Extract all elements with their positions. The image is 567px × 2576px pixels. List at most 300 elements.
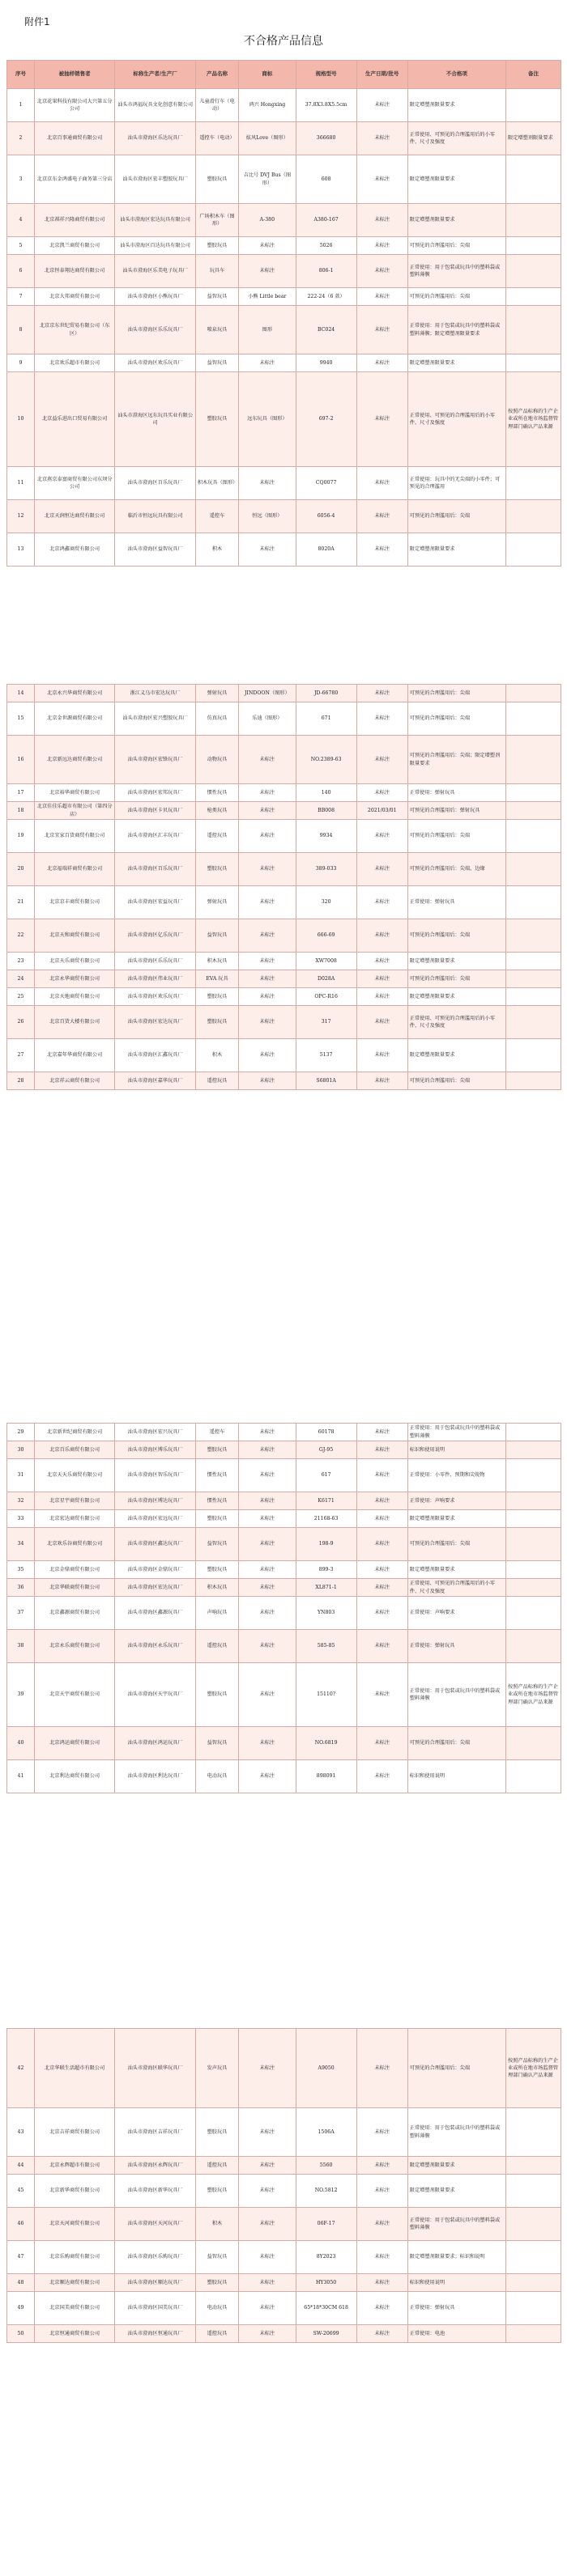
table-cell: 未标注: [356, 533, 407, 567]
table-cell: 未标注: [356, 1663, 407, 1727]
table-cell: GJ-95: [296, 1441, 356, 1459]
table-cell: 标识和使用说明: [407, 1441, 505, 1459]
table-cell: 汕头市澄海区乐美电子玩具厂: [115, 255, 195, 288]
table-cell: 未标注: [239, 970, 296, 988]
table-cell: [506, 1727, 561, 1760]
table-cell: 未标注: [239, 2292, 296, 2325]
table-cell: 益智玩具: [195, 354, 238, 372]
table-cell: 4: [7, 204, 35, 237]
table-cell: 北京永华商贸有限公司: [34, 970, 114, 988]
table-cell: 未标注: [239, 736, 296, 784]
table-cell: 16: [7, 736, 35, 784]
table-cell: 11: [7, 467, 35, 500]
table-cell: 汕头市澄海区益智玩具厂: [115, 533, 195, 567]
table-cell: 未标注: [239, 1630, 296, 1663]
table-cell: 限定增塑剂限量要求: [407, 2175, 505, 2208]
table-cell: 20: [7, 853, 35, 886]
table-row: [7, 2157, 561, 2175]
table-cell: 北京宜家百货商贸有限公司: [34, 820, 114, 853]
table-cell: 未标注: [239, 1424, 296, 1441]
table-cell: 北京天乐商贸有限公司: [34, 953, 114, 970]
table-cell: 27: [7, 1039, 35, 1072]
table-cell: 塑胶玩具: [195, 1663, 238, 1727]
table-cell: [506, 802, 561, 820]
table-cell: BC024: [296, 306, 356, 354]
table-cell: 限定增塑剂限量要求: [407, 1561, 505, 1579]
table-cell: 43: [7, 2108, 35, 2157]
table-row: [7, 155, 561, 204]
product-table-segment: [6, 60, 561, 567]
table-cell: 15110?: [296, 1663, 356, 1727]
table-cell: [506, 2292, 561, 2325]
table-cell: 未标注: [356, 853, 407, 886]
table-cell: 北京大邦商贸有限公司: [34, 288, 114, 306]
table-cell: 65*18*30CM 618: [296, 2292, 356, 2325]
table-cell: NO.2389-63: [296, 736, 356, 784]
table-cell: 32: [7, 1492, 35, 1510]
table-cell: NO.6819: [296, 1727, 356, 1760]
table-cell: 炫风Love（图形）: [239, 122, 296, 155]
table-row: [7, 1760, 561, 1793]
table-cell: 17: [7, 784, 35, 802]
table-cell: [506, 1630, 561, 1663]
table-cell: 可预见的合理滥用后：尖端: [407, 2029, 505, 2108]
table-cell: 汕头市澄海区金鼎玩具厂: [115, 1561, 195, 1579]
table-cell: 未标注: [239, 784, 296, 802]
table-cell: 未标注: [356, 1039, 407, 1072]
table-cell: 广场积木车（图形）: [195, 204, 238, 237]
table-cell: 积木: [195, 533, 238, 567]
table-cell: 可预见的合理滥用后：尖端: [407, 970, 505, 988]
table-header-row: [7, 61, 561, 89]
table-row: [7, 1459, 561, 1492]
table-cell: 限定增塑剂限量要求: [407, 988, 505, 1006]
table-row: [7, 1561, 561, 1579]
table-cell: 浙江义乌市宏达玩具厂: [115, 685, 195, 702]
table-cell: 36: [7, 1579, 35, 1597]
table-cell: 塑胶玩具: [195, 155, 238, 204]
table-cell: 遥控玩具: [195, 2325, 238, 2343]
table-cell: 北京乐购商贸有限公司: [34, 2241, 114, 2274]
table-cell: 898091: [296, 1760, 356, 1793]
table-cell: 益智玩具: [195, 1528, 238, 1561]
table-cell: XL871-1: [296, 1579, 356, 1597]
table-cell: 未标注: [356, 255, 407, 288]
table-cell: 06F-17: [296, 2208, 356, 2241]
table-cell: 未标注: [239, 1459, 296, 1492]
table-cell: 汕头市澄海区博达玩具厂: [115, 1492, 195, 1510]
table-cell: 正常使用、可预见的合理滥用后的小零件、尺寸及强度: [407, 372, 505, 467]
table-cell: 汕头市澄海区宏兴塑胶玩具厂: [115, 702, 195, 736]
table-cell: 46: [7, 2208, 35, 2241]
table-cell: 可预见的合理滥用后：尖端: [407, 500, 505, 533]
table-cell: 汕头市澄海区恒通玩具厂: [115, 2325, 195, 2343]
table-cell: 未标注: [356, 1424, 407, 1441]
table-cell: 限定增塑剂限量要求: [506, 122, 561, 155]
table-cell: [506, 1039, 561, 1072]
table-cell: 未标注: [356, 1510, 407, 1528]
table-row: [7, 853, 561, 886]
table-cell: S6801A: [296, 1072, 356, 1090]
table-cell: 未标注: [356, 1561, 407, 1579]
table-cell: 39: [7, 1663, 35, 1727]
table-cell: 塑胶玩具: [195, 1441, 238, 1459]
table-row: [7, 802, 561, 820]
table-cell: [506, 2325, 561, 2343]
table-cell: 汕头市澄海区天宇玩具厂: [115, 1663, 195, 1727]
table-cell: 未标注: [356, 702, 407, 736]
table-cell: 10: [7, 372, 35, 467]
table-cell: 未标注: [356, 2325, 407, 2343]
column-header: 标称生产者/生产厂: [115, 61, 195, 89]
table-cell: CQ0077: [296, 467, 356, 500]
table-cell: 正常使用、可预见的合理滥用后的小零件、尺寸及强度: [407, 122, 505, 155]
table-cell: 35: [7, 1561, 35, 1579]
table-cell: 积木玩具: [195, 1579, 238, 1597]
table-row: [7, 970, 561, 988]
table-cell: [506, 533, 561, 567]
table-cell: 899-3: [296, 1561, 356, 1579]
table-cell: [506, 306, 561, 354]
table-cell: XW7008: [296, 953, 356, 970]
table-cell: 汕头市鸿福玩具文化创意有限公司: [115, 89, 195, 122]
table-cell: 未标注: [356, 1072, 407, 1090]
table-cell: 小熊 Little bear: [239, 288, 296, 306]
table-cell: 北京裕华商贸有限公司: [34, 784, 114, 802]
table-cell: 喷泉玩具: [195, 306, 238, 354]
table-cell: 可预见的合理滥用后：尖端: [407, 685, 505, 702]
table-cell: 标识和使用说明: [407, 1760, 505, 1793]
table-cell: 可预见的合理滥用后：尖端: [407, 1072, 505, 1090]
table-cell: [506, 970, 561, 988]
table-cell: 汕头市澄海区宏丰塑胶玩具厂: [115, 155, 195, 204]
table-row: [7, 2292, 561, 2325]
table-cell: 北京新华商贸有限公司: [34, 2175, 114, 2208]
column-header: 商标: [239, 61, 296, 89]
table-cell: [506, 2208, 561, 2241]
table-cell: 塑胶玩具: [195, 1006, 238, 1039]
table-cell: 汕头市澄海区天河玩具厂: [115, 2208, 195, 2241]
table-row: [7, 467, 561, 500]
table-cell: 未标注: [239, 802, 296, 820]
table-cell: [506, 204, 561, 237]
table-row: [7, 1492, 561, 1510]
table-cell: [506, 89, 561, 122]
table-cell: 未标注: [239, 953, 296, 970]
table-cell: 未标注: [239, 853, 296, 886]
table-cell: 未标注: [239, 2208, 296, 2241]
table-cell: 未标注: [239, 919, 296, 953]
table-cell: 正常使用：弹射玩具: [407, 2292, 505, 2325]
table-cell: 北京新远达商贸有限公司: [34, 736, 114, 784]
table-cell: 未标注: [356, 1006, 407, 1039]
column-header: 规格型号: [296, 61, 356, 89]
table-cell: 未标注: [356, 1441, 407, 1459]
table-cell: [506, 1492, 561, 1510]
table-cell: 671: [296, 702, 356, 736]
table-cell: 积木: [195, 2208, 238, 2241]
table-cell: 汕头市澄海区永辉玩具厂: [115, 2157, 195, 2175]
table-cell: 未标注: [239, 2241, 296, 2274]
product-table-segment: [6, 2028, 561, 2343]
table-cell: 40: [7, 1727, 35, 1760]
table-cell: [506, 820, 561, 853]
table-cell: 18: [7, 802, 35, 820]
table-cell: 可预见的合理滥用后：尖端、边缘: [407, 853, 505, 886]
table-cell: 未标注: [239, 1492, 296, 1510]
table-cell: 发声玩具: [195, 2029, 238, 2108]
table-cell: 未标注: [356, 2029, 407, 2108]
table-cell: 塑胶玩具: [195, 237, 238, 255]
table-cell: [506, 919, 561, 953]
table-cell: 遥控玩具: [195, 2157, 238, 2175]
table-cell: 积木玩具（图形）: [195, 467, 238, 500]
table-cell: 益智玩具: [195, 288, 238, 306]
table-cell: 未标注: [239, 1561, 296, 1579]
table-cell: OPC-R16: [296, 988, 356, 1006]
table-cell: 60178: [296, 1424, 356, 1441]
table-cell: 24: [7, 970, 35, 988]
table-cell: [506, 2274, 561, 2292]
table-cell: 未标注: [239, 886, 296, 919]
table-cell: 汕头市澄海区汇鑫玩具厂: [115, 1039, 195, 1072]
table-cell: 未标注: [356, 354, 407, 372]
table-cell: 塑胶玩具: [195, 2274, 238, 2292]
table-cell: 未标注: [239, 988, 296, 1006]
table-cell: 汕头市澄海区顺达玩具厂: [115, 2274, 195, 2292]
table-cell: 北京华联生活超市有限公司: [34, 2029, 114, 2108]
table-cell: 222-24（6 款）: [296, 288, 356, 306]
table-row: [7, 372, 561, 467]
table-cell: 恒远（图形）: [239, 500, 296, 533]
table-cell: 未标注: [239, 2325, 296, 2343]
table-cell: 限定增塑剂限量要求: [407, 1039, 505, 1072]
table-cell: 正常使用：弹射玩具: [407, 886, 505, 919]
table-cell: 北京永兴华商贸有限公司: [34, 685, 114, 702]
table-cell: 汕头市澄海区汇丰玩具厂: [115, 820, 195, 853]
table-cell: 389-033: [296, 853, 356, 886]
table-cell: 可预见的合理滥用后：尖端: [407, 1528, 505, 1561]
table-cell: 正常使用：小零件、预期和尖锐物: [407, 1459, 505, 1492]
column-header: 产品名称: [195, 61, 238, 89]
table-cell: 电动玩具: [195, 1760, 238, 1793]
table-cell: 未标注: [356, 988, 407, 1006]
table-cell: 49: [7, 2292, 35, 2325]
table-cell: 北京鸿运商贸有限公司: [34, 1727, 114, 1760]
table-cell: 未标注: [356, 2175, 407, 2208]
table-cell: 34: [7, 1528, 35, 1561]
table-row: [7, 784, 561, 802]
table-cell: 北京金世源商贸有限公司: [34, 702, 114, 736]
table-cell: 汕头市澄海区联华玩具厂: [115, 2029, 195, 2108]
table-cell: 15: [7, 702, 35, 736]
table-cell: 正常使用、可预见的合理滥用后的小零件、尺寸及强度: [407, 1579, 505, 1597]
table-cell: 北京京东世纪贸易有限公司（东区）: [34, 306, 114, 354]
table-cell: [506, 685, 561, 702]
table-cell: 远东玩具（图形）: [239, 372, 296, 467]
table-cell: 2: [7, 122, 35, 155]
table-cell: 9: [7, 354, 35, 372]
table-cell: 可预见的合理滥用后：尖端: [407, 288, 505, 306]
table-cell: 正常使用：玩具中的无尖端的小零件；可预见的合理滥用: [407, 467, 505, 500]
table-cell: 25: [7, 988, 35, 1006]
table-cell: 未标注: [239, 533, 296, 567]
table-cell: 汕头市澄海区博乐玩具厂: [115, 1441, 195, 1459]
table-cell: 北京永辉超市有限公司: [34, 2157, 114, 2175]
table-cell: 可预见的合理滥用后：尖端: [407, 919, 505, 953]
table-cell: 北京星宇商贸有限公司: [34, 1492, 114, 1510]
table-cell: 正常使用：声响要求: [407, 1492, 505, 1510]
table-cell: 8: [7, 306, 35, 354]
table-cell: 北京天润恒达商贸有限公司: [34, 500, 114, 533]
table-cell: [506, 255, 561, 288]
table-cell: 塑胶玩具: [195, 2175, 238, 2208]
table-cell: [506, 1006, 561, 1039]
table-cell: 47: [7, 2241, 35, 2274]
table-cell: A-380: [239, 204, 296, 237]
table-cell: 3: [7, 155, 35, 204]
table-cell: 北京宏达商贸有限公司: [34, 1510, 114, 1528]
table-cell: 汕头市澄海区吉祥玩具厂: [115, 2108, 195, 2157]
table-row: [7, 1072, 561, 1090]
table-cell: 1506A: [296, 2108, 356, 2157]
table-cell: 未标注: [239, 1072, 296, 1090]
table-cell: 塑胶玩具: [195, 988, 238, 1006]
table-cell: 北京益乐进出口贸易有限公司: [34, 372, 114, 467]
table-cell: 未标注: [239, 2175, 296, 2208]
table-cell: JINDOON（图形）: [239, 685, 296, 702]
table-cell: 限定增塑剂限量要求: [407, 2157, 505, 2175]
table-cell: 北京福瑞祥商贸有限公司: [34, 853, 114, 886]
table-cell: 未标注: [356, 1727, 407, 1760]
table-cell: 30: [7, 1441, 35, 1459]
table-cell: 617: [296, 1459, 356, 1492]
table-cell: 汕头市澄海区伟业玩具厂: [115, 970, 195, 988]
table-cell: [506, 1424, 561, 1441]
table-cell: 北京花果科技有限公司大兴第五分公司: [34, 89, 114, 122]
table-row: [7, 820, 561, 853]
table-cell: 汕头市澄海区亿乐玩具厂: [115, 919, 195, 953]
table-cell: 北京欢乐谷商贸有限公司: [34, 1528, 114, 1561]
table-cell: 48: [7, 2274, 35, 2292]
table-cell: 汕头市澄海区远东玩具实业有限公司: [115, 372, 195, 467]
table-cell: 可预见的合理滥用后：尖端: [407, 820, 505, 853]
table-cell: [506, 1072, 561, 1090]
table-cell: 汕头市澄海区乐达玩具厂: [115, 122, 195, 155]
table-row: [7, 988, 561, 1006]
table-cell: 38: [7, 1630, 35, 1663]
table-cell: K6171: [296, 1492, 356, 1510]
table-cell: 北京恒通商贸有限公司: [34, 2325, 114, 2343]
table-cell: 未标注: [356, 122, 407, 155]
table-cell: 限定增塑剂限量要求: [407, 155, 505, 204]
table-cell: 汕头市澄海区宏达玩具有限公司: [115, 204, 195, 237]
table-cell: 汕头市澄海区鑫源玩具厂: [115, 1597, 195, 1630]
table-row: [7, 1727, 561, 1760]
table-cell: 积木: [195, 1039, 238, 1072]
table-cell: 5026: [296, 237, 356, 255]
table-cell: 标识和使用说明: [407, 2274, 505, 2292]
table-cell: 未标注: [239, 237, 296, 255]
table-row: [7, 255, 561, 288]
table-cell: 汕头市澄海区智乐玩具厂: [115, 1459, 195, 1492]
table-cell: 限定增塑剂限量要求；标识和说明: [407, 2241, 505, 2274]
table-cell: 21: [7, 886, 35, 919]
table-row: [7, 2208, 561, 2241]
table-cell: 未标注: [356, 784, 407, 802]
table-cell: [506, 237, 561, 255]
table-cell: 12: [7, 500, 35, 533]
table-cell: 北京天宇商贸有限公司: [34, 1663, 114, 1727]
table-cell: 北京利达商贸有限公司: [34, 1760, 114, 1793]
table-row: [7, 204, 561, 237]
table-cell: 北京鸿鑫商贸有限公司: [34, 533, 114, 567]
table-cell: [506, 1528, 561, 1561]
table-cell: 声响玩具: [195, 1597, 238, 1630]
table-cell: 37.8X3.8X5.5cm: [296, 89, 356, 122]
table-cell: 惯性玩具: [195, 784, 238, 802]
table-cell: 正常使用：用于包装或玩具中的塑料袋或塑料薄膜: [407, 2108, 505, 2157]
table-cell: 汕头市澄海区百达玩具有限公司: [115, 237, 195, 255]
table-cell: 益智玩具: [195, 919, 238, 953]
table-cell: 汕头市澄海区宏益玩具厂: [115, 886, 195, 919]
table-cell: 汕头市澄海区国美玩具厂: [115, 2292, 195, 2325]
table-cell: 未标注: [356, 1528, 407, 1561]
table-cell: 按照产品标称的生产企业或所在地市场监督管理部门确认产品来源: [506, 372, 561, 467]
table-cell: 806-1: [296, 255, 356, 288]
table-cell: 未标注: [239, 2157, 296, 2175]
table-cell: 8Y2023: [296, 2241, 356, 2274]
attachment-label: 附件1: [24, 16, 50, 28]
table-row: [7, 2029, 561, 2108]
table-cell: 北京佳佳乐超市有限公司（第四分店）: [34, 802, 114, 820]
table-cell: 汕头市澄海区小熊玩具厂: [115, 288, 195, 306]
table-cell: 44: [7, 2157, 35, 2175]
table-cell: 未标注: [356, 2241, 407, 2274]
table-cell: 未标注: [239, 467, 296, 500]
table-cell: 6056-4: [296, 500, 356, 533]
table-cell: 正常使用：用于包装或玩具中的塑料袋或塑料薄膜: [407, 1424, 505, 1441]
table-cell: D028A: [296, 970, 356, 988]
table-row: [7, 953, 561, 970]
table-cell: 未标注: [356, 204, 407, 237]
column-header: 序号: [7, 61, 35, 89]
table-cell: [506, 354, 561, 372]
table-cell: 遥控车: [195, 1424, 238, 1441]
table-cell: 未标注: [356, 306, 407, 354]
table-cell: 未标注: [356, 2157, 407, 2175]
table-cell: 电动玩具: [195, 2292, 238, 2325]
table-cell: 汕头市澄海区欢乐玩具厂: [115, 354, 195, 372]
table-cell: 北京百乐商贸有限公司: [34, 1441, 114, 1459]
table-cell: 汕头市澄海区卡贝玩具厂: [115, 802, 195, 820]
table-cell: 可预见的合理滥用后：尖端: [407, 237, 505, 255]
table-cell: [506, 736, 561, 784]
table-cell: [506, 1459, 561, 1492]
table-cell: 北京京东金鸿盛电子商务第三分店: [34, 155, 114, 204]
table-cell: 汕头市澄海区乐购玩具厂: [115, 2241, 195, 2274]
table-cell: YN803: [296, 1597, 356, 1630]
table-cell: 未标注: [239, 1510, 296, 1528]
table-cell: 未标注: [356, 2292, 407, 2325]
table-cell: BB008: [296, 802, 356, 820]
table-cell: 未标注: [356, 155, 407, 204]
table-cell: 遥控玩具: [195, 1630, 238, 1663]
table-cell: [506, 853, 561, 886]
table-cell: 未标注: [239, 1597, 296, 1630]
table-row: [7, 122, 561, 155]
table-cell: 汕头市澄海区百乐玩具厂: [115, 853, 195, 886]
